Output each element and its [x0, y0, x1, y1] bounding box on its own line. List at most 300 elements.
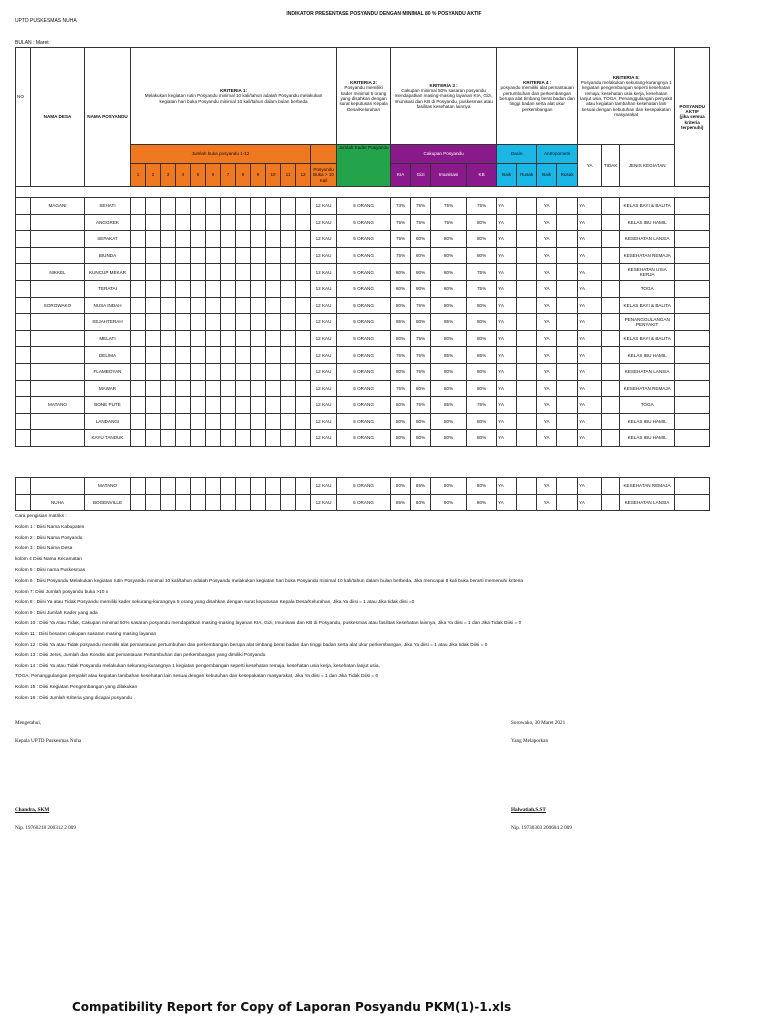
cell-dacin-rusak: [517, 231, 537, 248]
cell-dacin-baik: YA: [497, 363, 517, 380]
cell-month: [146, 494, 161, 511]
cell-month: [221, 264, 236, 281]
cell-desa: [31, 280, 85, 297]
cell-month: [176, 430, 191, 447]
cell-antro-baik: YA: [537, 478, 557, 495]
row-no: [16, 214, 31, 231]
cell-k5-ya: YA: [578, 494, 602, 511]
cell-desa: [31, 214, 85, 231]
cell-desa: MATANO: [31, 397, 85, 414]
cell-month: [161, 330, 176, 347]
cell-month: [221, 347, 236, 364]
cell-antro-rusak: [557, 214, 578, 231]
cell-gizi: 85%: [411, 478, 431, 495]
cell-antro-rusak: [557, 280, 578, 297]
row-no: [16, 347, 31, 364]
k3-title: KRITERIA 3 :: [429, 82, 458, 88]
cell-antro-rusak: [557, 264, 578, 281]
posyandu-table-continued: [15, 477, 710, 511]
cell-month: [266, 363, 281, 380]
k5-text: Posyandu melakukan sekurang-kurangnya 1 kegiatan pengembangan seperti kesehatan remaja, kesehatan usia kerja, kesehatan lanjut usia, TOGA, Penanggulangan penyakit atau kegiatan tambahan kesehatan lain sesuai dengan kebutuhan dan kesepakatan masyarakat: [580, 80, 673, 117]
cell-k5-ya: YA: [578, 280, 602, 297]
cell-gizi: 75%: [411, 363, 431, 380]
cell-dacin-baik: YA: [497, 198, 517, 215]
cell-buka: 12 KAU: [311, 280, 337, 297]
cell-month: [206, 494, 221, 511]
cell-month: [221, 330, 236, 347]
sig-right-date: Sorowako, 30 Maret 2021: [511, 720, 566, 726]
cell-buka: 12 KAU: [311, 413, 337, 430]
cell-month: [296, 280, 311, 297]
cell-desa: NUHA: [31, 494, 85, 511]
cell-month: [236, 330, 251, 347]
row-no: [16, 413, 31, 430]
cell-kb: 80%: [467, 314, 497, 331]
cell-kader: 5 ORANG: [337, 494, 391, 511]
cell-month: [191, 430, 206, 447]
cell-month: [221, 297, 236, 314]
cell-month: [191, 231, 206, 248]
instruction-line: Kolom 13 : Diisi Jenis, Jumlah dan Kondisi alat pemantauan Pertumbuhan dan perkembangan yang dimiliki Posyandu: [15, 653, 266, 659]
table-row: [16, 330, 710, 347]
row-no: [16, 494, 31, 511]
cell-kb: 80%: [467, 380, 497, 397]
cell-month: [146, 363, 161, 380]
cell-month: [176, 214, 191, 231]
cell-desa: [31, 314, 85, 331]
table-row: [16, 478, 710, 495]
cell-month: [161, 280, 176, 297]
sig-left-nip: Nip. 19760218 200312 2 009: [15, 825, 76, 831]
row-no: [16, 363, 31, 380]
cell-month: [251, 430, 266, 447]
cell-gizi: 75%: [411, 347, 431, 364]
cell-antro-baik: YA: [537, 264, 557, 281]
cell-month: [206, 363, 221, 380]
cell-aktif: [675, 214, 710, 231]
instruction-line: Kolom 7: Diisi Jumlah posyandu buka >10 x: [15, 589, 109, 595]
cell-buka: 12 KAU: [311, 347, 337, 364]
cell-aktif: [675, 380, 710, 397]
cell-month: [236, 297, 251, 314]
cell-month: [251, 494, 266, 511]
month-10-header: 10: [266, 164, 281, 187]
cell-month: [296, 430, 311, 447]
cell-month: [266, 198, 281, 215]
cell-month: [251, 264, 266, 281]
cell-buka: 12 KAU: [311, 363, 337, 380]
cell-month: [176, 247, 191, 264]
cell-k5-ya: YA: [578, 330, 602, 347]
posyandu-buka-header: Posyandu Buka > 10 Kali: [311, 164, 337, 187]
cell-antro-baik: YA: [537, 214, 557, 231]
cell-month: [251, 413, 266, 430]
cell-buka: 12 KAU: [311, 231, 337, 248]
cell-month: [236, 494, 251, 511]
cell-posyandu: ANGGREK: [85, 214, 131, 231]
cell-month: [296, 363, 311, 380]
cell-month: [236, 198, 251, 215]
cell-month: [266, 494, 281, 511]
cell-k5-tidak: [602, 247, 620, 264]
cell-posyandu: DELIMA: [85, 347, 131, 364]
cell-kia: 80%: [391, 264, 411, 281]
instruction-line: Kolom 12 : Diisi Ya atau Tidak posyandu memiliki alat pemantauan pertumbuhan dan perkembangan berupa alat timbang berat badan dan tinggi badan serta alat ukur perkembangan, Jika Ya diisi = 1 atau Jika tidak Diisi = 0: [15, 642, 488, 648]
cell-month: [176, 198, 191, 215]
cell-month: [206, 330, 221, 347]
cell-antro-rusak: [557, 247, 578, 264]
cell-k5-tidak: [602, 413, 620, 430]
cell-month: [236, 214, 251, 231]
cell-month: [176, 347, 191, 364]
cell-month: [251, 397, 266, 414]
cell-month: [161, 198, 176, 215]
cell-desa: [31, 430, 85, 447]
cell-dacin-rusak: [517, 247, 537, 264]
cell-kader: 5 ORANG: [337, 363, 391, 380]
cell-month: [266, 380, 281, 397]
cell-dacin-rusak: [517, 330, 537, 347]
cell-month: [146, 413, 161, 430]
cell-antro-rusak: [557, 413, 578, 430]
cell-antro-baik: YA: [537, 280, 557, 297]
cell-month: [176, 297, 191, 314]
cell-month: [266, 314, 281, 331]
cell-month: [221, 413, 236, 430]
cell-month: [206, 380, 221, 397]
cell-month: [236, 430, 251, 447]
cell-month: [161, 247, 176, 264]
cell-aktif: [675, 231, 710, 248]
cell-k5-tidak: [602, 347, 620, 364]
cell-k5-tidak: [602, 214, 620, 231]
cell-month: [221, 214, 236, 231]
report-title: INDIKATOR PRESENTASE POSYANDU DENGAN MINIMAL 80 % POSYANDU AKTIF: [286, 11, 482, 17]
cell-dacin-rusak: [517, 494, 537, 511]
month-2-header: 2: [146, 164, 161, 187]
cell-month: [191, 363, 206, 380]
cell-month: [146, 397, 161, 414]
instruction-line: Kolom 3 : Diisi Nama Desa: [15, 546, 73, 552]
cell-k5-ya: YA: [578, 198, 602, 215]
cell-month: [296, 264, 311, 281]
cell-dacin-baik: YA: [497, 314, 517, 331]
cell-k5-tidak: [602, 363, 620, 380]
cell-month: [266, 264, 281, 281]
cell-month: [191, 280, 206, 297]
cell-month: [191, 264, 206, 281]
sig-right-name: Halwatiah.S.ST: [511, 807, 546, 813]
month-12-header: 12: [296, 164, 311, 187]
kriteria-2-header: [337, 48, 391, 145]
cell-buka: 12 KAU: [311, 264, 337, 281]
cell-k5-tidak: [602, 231, 620, 248]
imunisasi-header: Imunisasi: [431, 164, 467, 187]
cell-month: [236, 478, 251, 495]
cell-antro-baik: YA: [537, 363, 557, 380]
cell-month: [131, 494, 146, 511]
cell-month: [281, 430, 296, 447]
org-name: UPTD PUSKESMAS NUHA: [15, 18, 77, 24]
cell-dacin-baik: YA: [497, 231, 517, 248]
cell-dacin-rusak: [517, 380, 537, 397]
antropometri-header: Antropometri: [537, 145, 578, 164]
cell-aktif: [675, 198, 710, 215]
cell-month: [146, 231, 161, 248]
cell-month: [131, 397, 146, 414]
cell-desa: [31, 330, 85, 347]
cell-month: [206, 214, 221, 231]
cell-buka: 12 KAU: [311, 494, 337, 511]
cell-antro-baik: YA: [537, 347, 557, 364]
cell-month: [251, 330, 266, 347]
cell-gizi: 75%: [411, 198, 431, 215]
cell-kb: 75%: [467, 264, 497, 281]
table-row: [16, 198, 710, 215]
cell-imunisasi: 80%: [431, 380, 467, 397]
cell-month: [221, 494, 236, 511]
k1-title: KRITERIA 1:: [220, 88, 247, 94]
cell-jenis-kegiatan: KELAS IBU HAMIL: [620, 347, 675, 364]
cell-k5-ya: YA: [578, 214, 602, 231]
cell-month: [191, 494, 206, 511]
cell-imunisasi: 85%: [431, 314, 467, 331]
gizi-header: Gizi: [411, 164, 431, 187]
cell-imunisasi: 80%: [431, 430, 467, 447]
cell-month: [251, 347, 266, 364]
cell-antro-rusak: [557, 297, 578, 314]
cell-kb: 80%: [467, 478, 497, 495]
cell-kb: 85%: [467, 347, 497, 364]
k2-title: KRITERIA 2:: [350, 80, 378, 86]
cell-jenis-kegiatan: TOGA: [620, 280, 675, 297]
cell-month: [266, 297, 281, 314]
cell-month: [281, 478, 296, 495]
cell-antro-rusak: [557, 397, 578, 414]
cell-month: [251, 297, 266, 314]
cell-month: [176, 330, 191, 347]
cell-aktif: [675, 297, 710, 314]
cell-month: [146, 430, 161, 447]
cell-month: [236, 264, 251, 281]
row-no: [16, 330, 31, 347]
cell-month: [281, 198, 296, 215]
cell-k5-tidak: [602, 198, 620, 215]
cell-month: [176, 231, 191, 248]
table-row: [16, 280, 710, 297]
cell-antro-rusak: [557, 430, 578, 447]
cell-posyandu: BOGENVILLE: [85, 494, 131, 511]
cell-imunisasi: 75%: [431, 214, 467, 231]
cell-month: [146, 347, 161, 364]
table-row: [16, 264, 710, 281]
cell-month: [266, 430, 281, 447]
month-7-header: 7: [221, 164, 236, 187]
cell-antro-baik: YA: [537, 397, 557, 414]
cell-kader: 5 ORANG: [337, 314, 391, 331]
cell-month: [161, 297, 176, 314]
cell-antro-rusak: [557, 363, 578, 380]
row-no: [16, 314, 31, 331]
row-no: [16, 280, 31, 297]
cell-month: [296, 330, 311, 347]
cell-imunisasi: 80%: [431, 247, 467, 264]
cell-month: [191, 413, 206, 430]
cell-antro-rusak: [557, 330, 578, 347]
cell-month: [236, 231, 251, 248]
cell-aktif: [675, 347, 710, 364]
cell-kader: 5 ORANG: [337, 430, 391, 447]
cell-jenis-kegiatan: KESEHATAN LANSIA: [620, 231, 675, 248]
cell-month: [266, 347, 281, 364]
cell-kia: 73%: [391, 198, 411, 215]
cell-imunisasi: 85%: [431, 397, 467, 414]
cell-month: [131, 198, 146, 215]
table-row: [16, 430, 710, 447]
cell-gizi: 80%: [411, 380, 431, 397]
row-no: [16, 247, 31, 264]
cell-dacin-baik: YA: [497, 380, 517, 397]
cell-dacin-rusak: [517, 347, 537, 364]
cell-kia: 75%: [391, 347, 411, 364]
cell-posyandu: TERATAI: [85, 280, 131, 297]
cell-month: [161, 363, 176, 380]
row-no: [16, 430, 31, 447]
kriteria-3-header: [391, 48, 497, 145]
cell-month: [251, 231, 266, 248]
cell-dacin-rusak: [517, 478, 537, 495]
cell-month: [281, 264, 296, 281]
cell-k5-tidak: [602, 314, 620, 331]
cell-month: [176, 314, 191, 331]
cell-gizi: 80%: [411, 314, 431, 331]
cell-month: [221, 231, 236, 248]
cell-k5-ya: YA: [578, 478, 602, 495]
month-4-header: 4: [176, 164, 191, 187]
cell-month: [176, 413, 191, 430]
kriteria-4-header: [497, 48, 578, 145]
cell-k5-tidak: [602, 280, 620, 297]
cell-posyandu: MELATI: [85, 330, 131, 347]
cell-month: [191, 347, 206, 364]
cell-buka: 12 KAU: [311, 297, 337, 314]
cakupan-header: Cakupan Posyandu: [391, 145, 497, 164]
cell-antro-baik: YA: [537, 413, 557, 430]
sig-left-name: Chandra, SKM: [15, 807, 50, 813]
cell-kader: 5 ORANG: [337, 347, 391, 364]
cell-kader: 5 ORANG: [337, 231, 391, 248]
row-no: [16, 231, 31, 248]
cell-month: [191, 198, 206, 215]
cell-month: [146, 380, 161, 397]
cell-aktif: [675, 494, 710, 511]
cell-kia: 80%: [391, 330, 411, 347]
cell-antro-baik: YA: [537, 247, 557, 264]
k5-ya-header: YA: [578, 145, 602, 187]
cell-posyandu: SEJAHTERAH: [85, 314, 131, 331]
cell-kader: 5 ORANG: [337, 413, 391, 430]
cell-month: [251, 478, 266, 495]
cell-kia: 80%: [391, 363, 411, 380]
month-8-header: 8: [236, 164, 251, 187]
month-1-header: 1: [131, 164, 146, 187]
instruction-line: Kolom 9 : Diisi Jumlah Kader yang ada: [15, 610, 98, 616]
cell-desa: [31, 231, 85, 248]
row-no: [16, 397, 31, 414]
cell-posyandu: BONE PUTE: [85, 397, 131, 414]
cell-kb: 80%: [467, 413, 497, 430]
cell-month: [191, 380, 206, 397]
cell-month: [281, 494, 296, 511]
sig-right-nip: Nip. 19730303 200604 2 009: [511, 825, 572, 831]
cell-month: [296, 347, 311, 364]
instruction-line: Kolom 6 : Diisi Posyandu Melakukan kegiatan rutin Posyandu minimal 10 kali/tahun adalah Posyandu melakukan kegiatan hari buka Posyandu minimal 10 kali/tahun dalam bulan berbeda, Jika mencapai 8 kali buka berarti memenuhi kriteria: [15, 579, 523, 584]
cell-month: [131, 280, 146, 297]
cell-month: [176, 264, 191, 281]
cell-dacin-rusak: [517, 397, 537, 414]
sig-left-known: Mengetahui,: [15, 720, 42, 726]
cell-desa: [31, 478, 85, 495]
cell-kader: 5 ORANG: [337, 330, 391, 347]
cell-kb: 80%: [467, 247, 497, 264]
cell-jenis-kegiatan: TOGA: [620, 397, 675, 414]
table-row: [16, 363, 710, 380]
cell-month: [146, 478, 161, 495]
cell-dacin-rusak: [517, 314, 537, 331]
cell-month: [191, 214, 206, 231]
cell-jenis-kegiatan: KELAS IBU HAMIL: [620, 413, 675, 430]
cell-k5-ya: YA: [578, 347, 602, 364]
cell-kb: 80%: [467, 494, 497, 511]
cell-dacin-baik: YA: [497, 264, 517, 281]
cell-month: [281, 363, 296, 380]
cell-buka: 12 KAU: [311, 430, 337, 447]
cell-desa: [31, 247, 85, 264]
cell-month: [131, 247, 146, 264]
cell-buka: 12 KAU: [311, 330, 337, 347]
posyandu-table: [15, 47, 710, 447]
cell-month: [281, 297, 296, 314]
cell-month: [146, 314, 161, 331]
cell-month: [176, 363, 191, 380]
k3-text: Cakupan minimal 50% sasaran posyandu mendapatkan masing-masing layanan KIA, Gizi, Imunisasi dan KB di Posyandu, puskesmas atau fasilitas kesehatan lainnya: [394, 88, 493, 109]
cell-gizi: 75%: [411, 397, 431, 414]
cell-buka: 12 KAU: [311, 397, 337, 414]
cell-buka: 12 KAU: [311, 198, 337, 215]
cell-jenis-kegiatan: KELAS BAYI & BALITA: [620, 330, 675, 347]
cell-k5-tidak: [602, 430, 620, 447]
cell-month: [206, 247, 221, 264]
cell-kb: 80%: [467, 430, 497, 447]
cell-kia: 75%: [391, 247, 411, 264]
cell-gizi: 80%: [411, 280, 431, 297]
cell-month: [131, 330, 146, 347]
k4-text: posyandu memiliki alat pemantauan pertumbuhan dan perkembangan berupa alat timbang berat badan dan tinggi badan serta alat ukur perkembangan: [499, 85, 575, 112]
cell-imunisasi: 80%: [431, 264, 467, 281]
instruction-line: Kolom 15 : Diisi Kegiatan Pengembangan yang dilakukan: [15, 685, 138, 690]
cell-antro-rusak: [557, 198, 578, 215]
cell-buka: 12 KAU: [311, 214, 337, 231]
cell-jenis-kegiatan: KESEHATAN REMAJA: [620, 247, 675, 264]
cell-kia: 85%: [391, 494, 411, 511]
cell-month: [296, 494, 311, 511]
cell-kader: 5 ORANG: [337, 380, 391, 397]
cell-antro-baik: YA: [537, 494, 557, 511]
cell-month: [281, 413, 296, 430]
cell-kia: 80%: [391, 413, 411, 430]
cell-kb: 75%: [467, 280, 497, 297]
cell-month: [296, 214, 311, 231]
